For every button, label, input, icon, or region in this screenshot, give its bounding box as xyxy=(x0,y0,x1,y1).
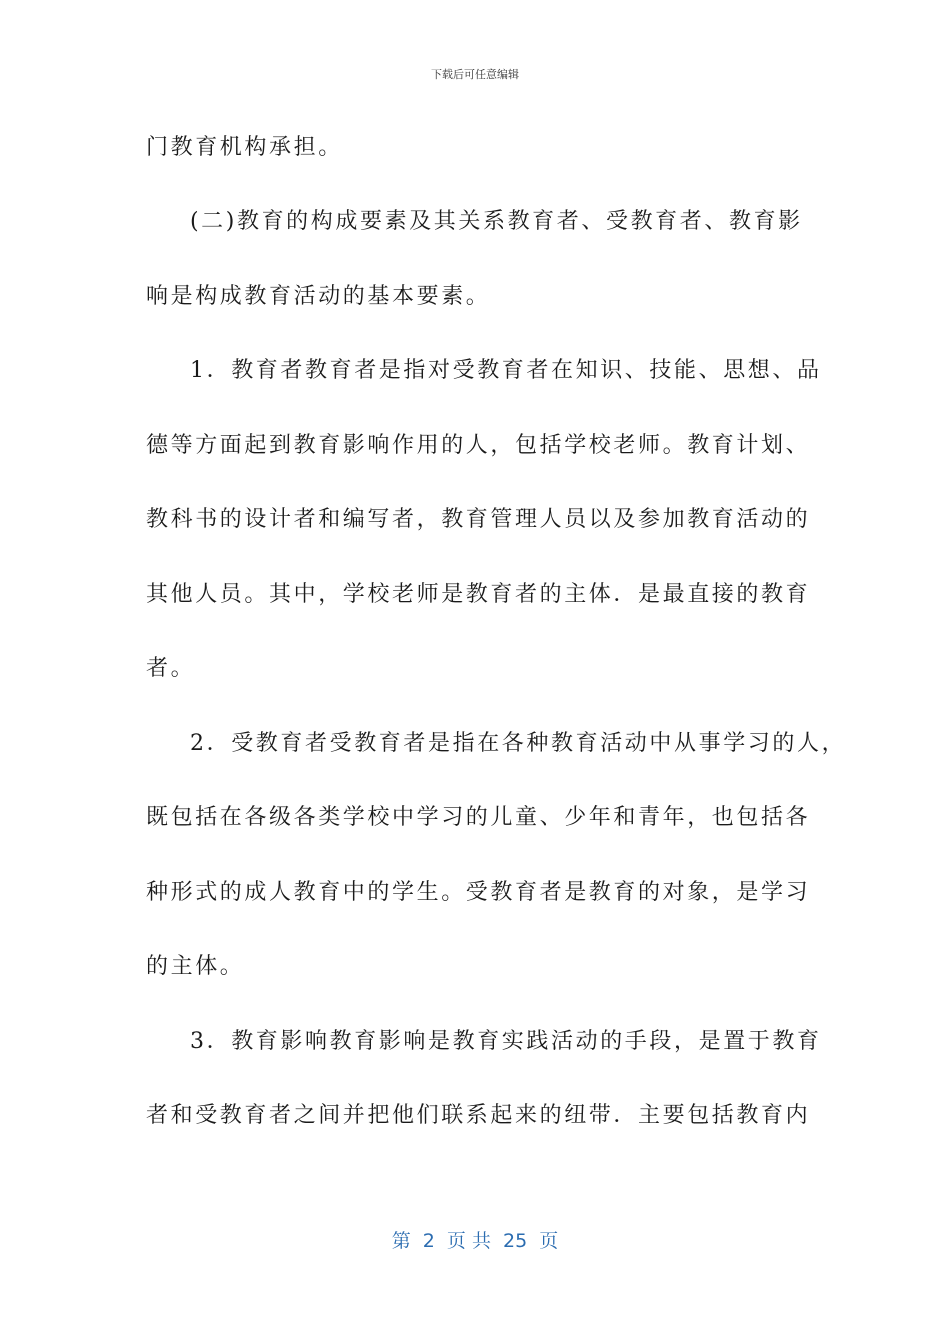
body-line: 既包括在各级各类学校中学习的儿童、少年和青年，也包括各 xyxy=(146,805,811,830)
page-header: 下载后可任意编辑 xyxy=(431,68,519,81)
body-line: 其他人员。其中，学校老师是教育者的主体．是最直接的教育 xyxy=(146,582,811,607)
paragraph-first-line: (二)教育的构成要素及其关系教育者、受教育者、教育影 xyxy=(190,209,803,234)
body-line: 响是构成教育活动的基本要素。 xyxy=(146,284,491,309)
body-line: 的主体。 xyxy=(146,954,245,979)
body-line: 种形式的成人教育中的学生。受教育者是教育的对象，是学习 xyxy=(146,880,811,905)
body-line: 教科书的设计者和编写者，教育管理人员以及参加教育活动的 xyxy=(146,507,811,532)
body-line: 门教育机构承担。 xyxy=(146,135,343,160)
body-line: 德等方面起到教育影响作用的人，包括学校老师。教育计划、 xyxy=(146,433,811,458)
page-number-footer: 第 2 页 共 25 页 xyxy=(391,1230,559,1252)
body-line: 者和受教育者之间并把他们联系起来的纽带．主要包括教育内 xyxy=(146,1103,811,1128)
body-line: 者。 xyxy=(146,656,196,681)
paragraph-first-line: 1．教育者教育者是指对受教育者在知识、技能、思想、品 xyxy=(190,358,822,383)
paragraph-first-line: 2．受教育者受教育者是指在各种教育活动中从事学习的人， xyxy=(190,731,847,756)
paragraph-first-line: 3．教育影响教育影响是教育实践活动的手段，是置于教育 xyxy=(190,1029,822,1054)
